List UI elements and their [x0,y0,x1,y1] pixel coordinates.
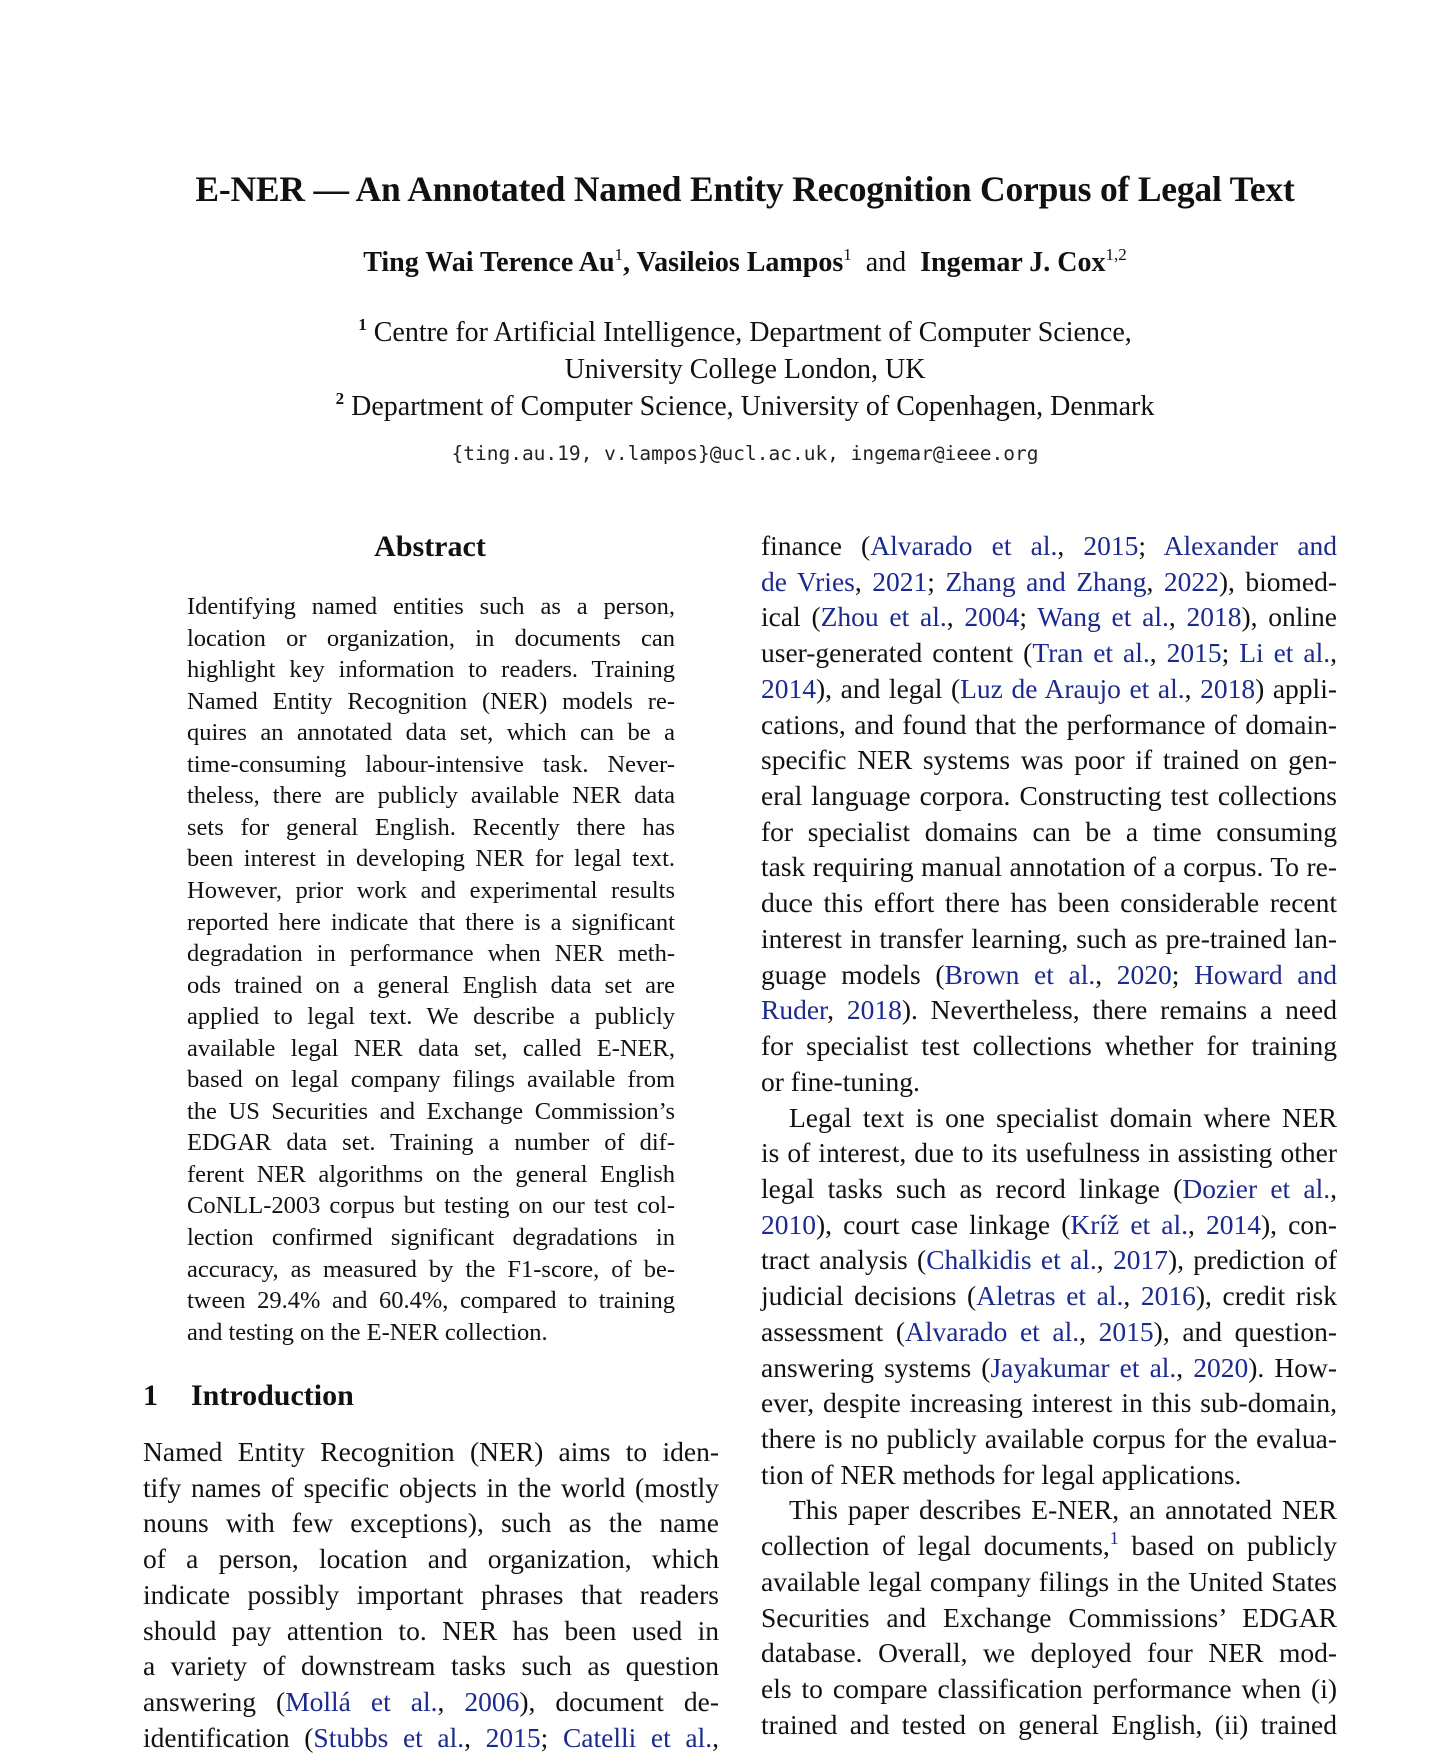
body-text: specific NER systems was poor if trained on gen- [761,744,1337,776]
body-text: ), prediction of [1167,1244,1337,1276]
abstract-line: EDGAR data set. Training a number of dif- [187,1129,675,1157]
author-affiliation-mark: 1,2 [1105,245,1127,264]
body-text: Securities and Exchange Commissions’ EDGAR [761,1601,1337,1633]
citation-link[interactable]: 2010 [761,1208,816,1240]
citation-link[interactable]: 2016 [1140,1280,1196,1312]
citation-link[interactable]: 2014 [1206,1208,1261,1240]
intro-line [143,1470,719,1506]
citation-link[interactable]: 2018 [1186,601,1242,633]
intro-line [143,1648,719,1684]
citation-link[interactable]: 2015 [1098,1315,1154,1347]
section-heading-introduction [143,1379,354,1413]
citation-link[interactable]: 2018 [1200,672,1256,704]
abstract-line: tween 29.4% and 60.4%, compared to training [187,1287,675,1315]
body-text: interest in transfer learning, such as pre-trained lan- [761,922,1337,954]
author-affiliation-mark: 1 [843,245,852,264]
body-text: user-generated content ( [761,637,1033,669]
citation-link[interactable]: Zhang and Zhang [945,565,1147,597]
body-text: , [1057,530,1084,561]
affiliation-1-line-2: University College London, UK [564,354,926,385]
citation-link[interactable]: 2021 [872,565,928,597]
author-name: Ingemar J. Cox [920,247,1106,278]
body-text: answering ( [143,1685,286,1717]
intro-line [143,1541,719,1577]
body-text: nouns with few exceptions), such as the name [143,1507,719,1539]
citation-link[interactable]: Jayakumar et al. [990,1351,1177,1383]
citation-link[interactable]: Stubbs et al. [313,1721,465,1753]
abstract-line: highlight key information to readers. Training [187,656,675,684]
body-text: ) appli- [1255,672,1337,704]
abstract-line: Named Entity Recognition (NER) models re- [187,687,675,715]
abstract-line: sets for general English. Recently there has [187,813,675,841]
abstract-line: applied to legal text. We describe a publicly [187,1003,675,1031]
intro-line [761,1100,1337,1136]
body-text: ), and question- [1153,1315,1338,1347]
body-text: legal tasks such as record linkage ( [761,1172,1183,1204]
body-text: collection of legal documents, [761,1530,1110,1562]
body-text: based on publicly [1118,1530,1337,1562]
abstract-line: based on legal company filings available from [187,1066,675,1094]
body-text: should pay attention to. NER has been used in [143,1614,719,1646]
body-text: tify names of specific objects in the world (mostly [143,1471,719,1503]
body-text: Legal text is one specialist domain where NER [789,1101,1337,1133]
intro-line [761,957,1337,993]
abstract-line: time-consuming labour-intensive task. Never- [187,750,675,778]
body-text: tract analysis ( [761,1244,927,1276]
abstract-line: the US Securities and Exchange Commission’s [187,1097,675,1125]
body-text: , [1096,1244,1113,1276]
author-name: Vasileios Lampos [636,247,844,278]
citation-link[interactable]: 2014 [761,672,816,704]
intro-line [761,564,1337,600]
intro-line [761,1135,1337,1171]
body-text: is of interest, due to its usefulness in assisting other [761,1137,1337,1169]
author-list: Ting Wai Terence Au$^1$, Vasileios Lampos$^1$ and Ingemar J. Cox$^{1,2}$ [363,245,1127,278]
citation-link[interactable]: Aletras et al. [976,1280,1124,1312]
intro-line [761,599,1337,635]
abstract-line: Identifying named entities such as a person, [187,593,675,620]
abstract-line: accuracy, as measured by the F1-score, of be- [187,1255,675,1283]
citation-link[interactable]: 2022 [1163,565,1219,597]
abstract-line: ferent NER algorithms on the general English [187,1160,675,1188]
intro-line [761,528,1337,564]
intro-line [761,1421,1337,1457]
body-text: , [1330,637,1338,669]
intro-line [761,1314,1337,1350]
intro-line [761,671,1337,707]
abstract-line: available legal NER data set, called E-NER, [187,1034,675,1062]
body-text: for specialist test collections whether for training [761,1030,1337,1062]
citation-link[interactable]: Luz de Araujo et al. [960,672,1185,704]
intro-line [761,1350,1337,1386]
author-name: Ting Wai Terence Au [363,247,615,278]
abstract-line: quires an annotated data set, which can be a [187,719,675,747]
citation-link[interactable]: Kríž et al. [1070,1208,1189,1240]
body-text: els to compare classification performance when (i) [761,1673,1337,1705]
body-text: cations, and found that the performance of domain- [761,708,1337,740]
citation-link[interactable]: Catelli et al. [562,1721,713,1753]
intro-line [761,1278,1337,1314]
section-number: 1 [143,1379,158,1412]
citation-link[interactable]: 2020 [1193,1351,1249,1383]
citation-link[interactable]: 2017 [1112,1244,1168,1276]
intro-line [761,742,1337,778]
intro-line [761,885,1337,921]
body-text: , [854,565,873,597]
citation-link[interactable]: 2015 [1166,637,1222,669]
body-text: , [946,601,965,633]
body-text: , [712,1721,719,1753]
affiliation-1-line-1 [0,317,1450,349]
abstract-line: degradation in performance when NER meth- [187,940,675,968]
intro-line [143,1505,719,1541]
body-text: ; [1171,958,1195,990]
intro-line [761,1564,1337,1600]
body-text: answering systems ( [761,1351,991,1383]
citation-link[interactable]: Wang et al. [1037,601,1169,633]
body-text: of a person, location and organization, which [143,1543,719,1575]
body-text: ), credit risk [1195,1280,1337,1312]
intro-line [761,1207,1337,1243]
body-text: task requiring manual annotation of a corpus. To re- [761,851,1337,883]
abstract-line: However, prior work and experimental results [187,876,675,904]
body-text: identification ( [143,1721,314,1753]
citation-link[interactable]: Ruder [761,994,828,1026]
abstract-line: reported here indicate that there is a significant [187,908,675,936]
abstract-line: CoNLL-2003 corpus but testing on our test col- [187,1192,675,1220]
citation-link[interactable]: de Vries [761,565,855,597]
body-text: , [1184,672,1201,704]
body-text: for specialist domains can be a time consuming [761,815,1337,847]
body-text: ; [1019,601,1038,633]
body-text: ; [1138,530,1164,561]
citation-link[interactable]: Alvarado et al. [870,530,1058,561]
intro-line [143,1684,719,1720]
body-text: duce this effort there has been considerable recent [761,887,1337,919]
body-text: , [1095,958,1117,990]
intro-line [761,1457,1337,1493]
body-text: ical ( [761,601,821,633]
citation-link[interactable]: 2018 [846,994,902,1026]
body-text: , [827,994,847,1026]
citation-link[interactable]: Alvarado et al. [905,1315,1080,1347]
citation-link[interactable]: Howard and [1194,958,1337,990]
affiliation-text: Centre for Artificial Intelligence, Department of Computer Science, [373,317,1132,348]
body-text: ), online [1241,601,1338,633]
body-text: assessment ( [761,1315,905,1347]
body-text: , [1330,1172,1337,1204]
citation-link[interactable]: Tran et al. [1032,637,1150,669]
intro-line [761,707,1337,743]
body-text: there is no publicly available corpus for the evalua- [761,1423,1337,1454]
intro-line [761,1707,1337,1743]
body-text: ), con- [1261,1208,1337,1240]
body-text: , [1188,1208,1206,1240]
citation-link[interactable]: 2015 [485,1721,541,1753]
citation-link[interactable]: 2004 [964,601,1020,633]
body-text: database. Overall, we deployed four NER mod- [761,1637,1337,1669]
intro-line [761,1671,1337,1707]
body-text: ; [927,565,946,597]
intro-line [761,849,1337,885]
intro-line [761,814,1337,850]
body-text: This paper describes E-NER, an annotated NER [789,1494,1337,1526]
body-text: , [1149,637,1167,669]
author-affiliation-mark: 1 [614,245,624,264]
body-text: ; [540,1721,563,1753]
citation-link[interactable]: Chalkidis et al. [926,1244,1097,1276]
intro-line [761,1385,1337,1421]
citation-link[interactable]: 2006 [464,1685,520,1717]
intro-line [761,992,1337,1028]
affiliation-2 [0,391,1450,423]
author-emails: {ting.au.19, v.lampos}@ucl.ac.uk, ingemar@ieee.org [451,442,1039,465]
authors-joiner: and [865,247,907,278]
citation-link[interactable]: 2020 [1116,958,1172,990]
body-text: ). How- [1248,1351,1338,1383]
body-text: , [1168,601,1187,633]
intro-line [761,635,1337,671]
abstract-line: ods trained on a general English data set are [187,971,675,999]
citation-link[interactable]: Brown et al. [944,958,1096,990]
citation-link[interactable]: Mollá et al. [285,1685,438,1717]
body-text: Named Entity Recognition (NER) aims to iden- [143,1436,719,1467]
footnote-mark[interactable]: 1 [1109,1528,1119,1549]
citation-link[interactable]: Alexander and [1163,530,1338,561]
body-text: , [1146,565,1164,597]
intro-line [761,1492,1337,1528]
body-text: , [1079,1315,1099,1347]
abstract-line: location or organization, in documents can [187,624,675,652]
affiliation-number: 1 [358,315,367,334]
intro-line [143,1720,719,1756]
intro-line [761,1028,1337,1064]
intro-line [761,1064,1337,1100]
paper-title: E-NER — An Annotated Named Entity Recognition Corpus of Legal Text [195,169,1295,209]
body-text: , [464,1721,486,1753]
intro-line [761,1171,1337,1207]
abstract-heading: Abstract [374,530,486,563]
body-text: , [437,1685,465,1717]
body-text: or fine-tuning. [761,1065,920,1097]
abstract-line: been interest in developing NER for legal text. [187,845,675,873]
body-text: finance ( [761,530,871,561]
body-text: indicate possibly important phrases that readers [143,1578,719,1610]
body-text: judicial decisions ( [761,1280,977,1312]
intro-line [761,1242,1337,1278]
body-text: ), court case linkage ( [816,1208,1071,1240]
body-text: ), document de- [519,1685,720,1717]
body-text: available legal company filings in the United States [761,1565,1337,1597]
body-text: , [1123,1280,1141,1312]
body-text: ), biomed- [1218,565,1338,597]
body-text: ; [1221,637,1240,669]
body-text: eral language corpora. Constructing test collections [761,780,1337,812]
affiliation-text: Department of Computer Science, University of Copenhagen, Denmark [351,391,1155,422]
body-text: a variety of downstream tasks such as question [143,1650,719,1682]
intro-line [761,1600,1337,1636]
citation-link[interactable]: Li et al. [1239,637,1331,669]
citation-link[interactable]: Zhou et al. [820,601,947,633]
intro-line [761,1635,1337,1671]
body-text: guage models ( [761,958,945,990]
citation-link[interactable]: 2015 [1083,530,1139,561]
body-text: , [1176,1351,1194,1383]
section-title: Introduction [191,1379,354,1412]
intro-line [761,921,1337,957]
abstract-line: lection confirmed significant degradations in [187,1224,675,1251]
body-text: trained and tested on general English, (ii) trained [761,1708,1337,1740]
intro-line [761,778,1337,814]
body-text: tion of NER methods for legal applications. [761,1458,1242,1490]
abstract-line: theless, there are publicly available NER data [187,782,675,810]
abstract-line: and testing on the E-NER collection. [187,1318,548,1346]
body-text: ever, despite increasing interest in this sub-domain, [761,1387,1337,1419]
citation-link[interactable]: Dozier et al. [1182,1172,1331,1204]
intro-line [143,1577,719,1613]
body-text: ), and legal ( [816,672,961,704]
body-text: ). Nevertheless, there remains a need [901,994,1338,1026]
intro-line [143,1434,719,1470]
intro-line [761,1528,1337,1564]
intro-line [143,1613,719,1649]
affiliation-number: 2 [335,389,345,408]
